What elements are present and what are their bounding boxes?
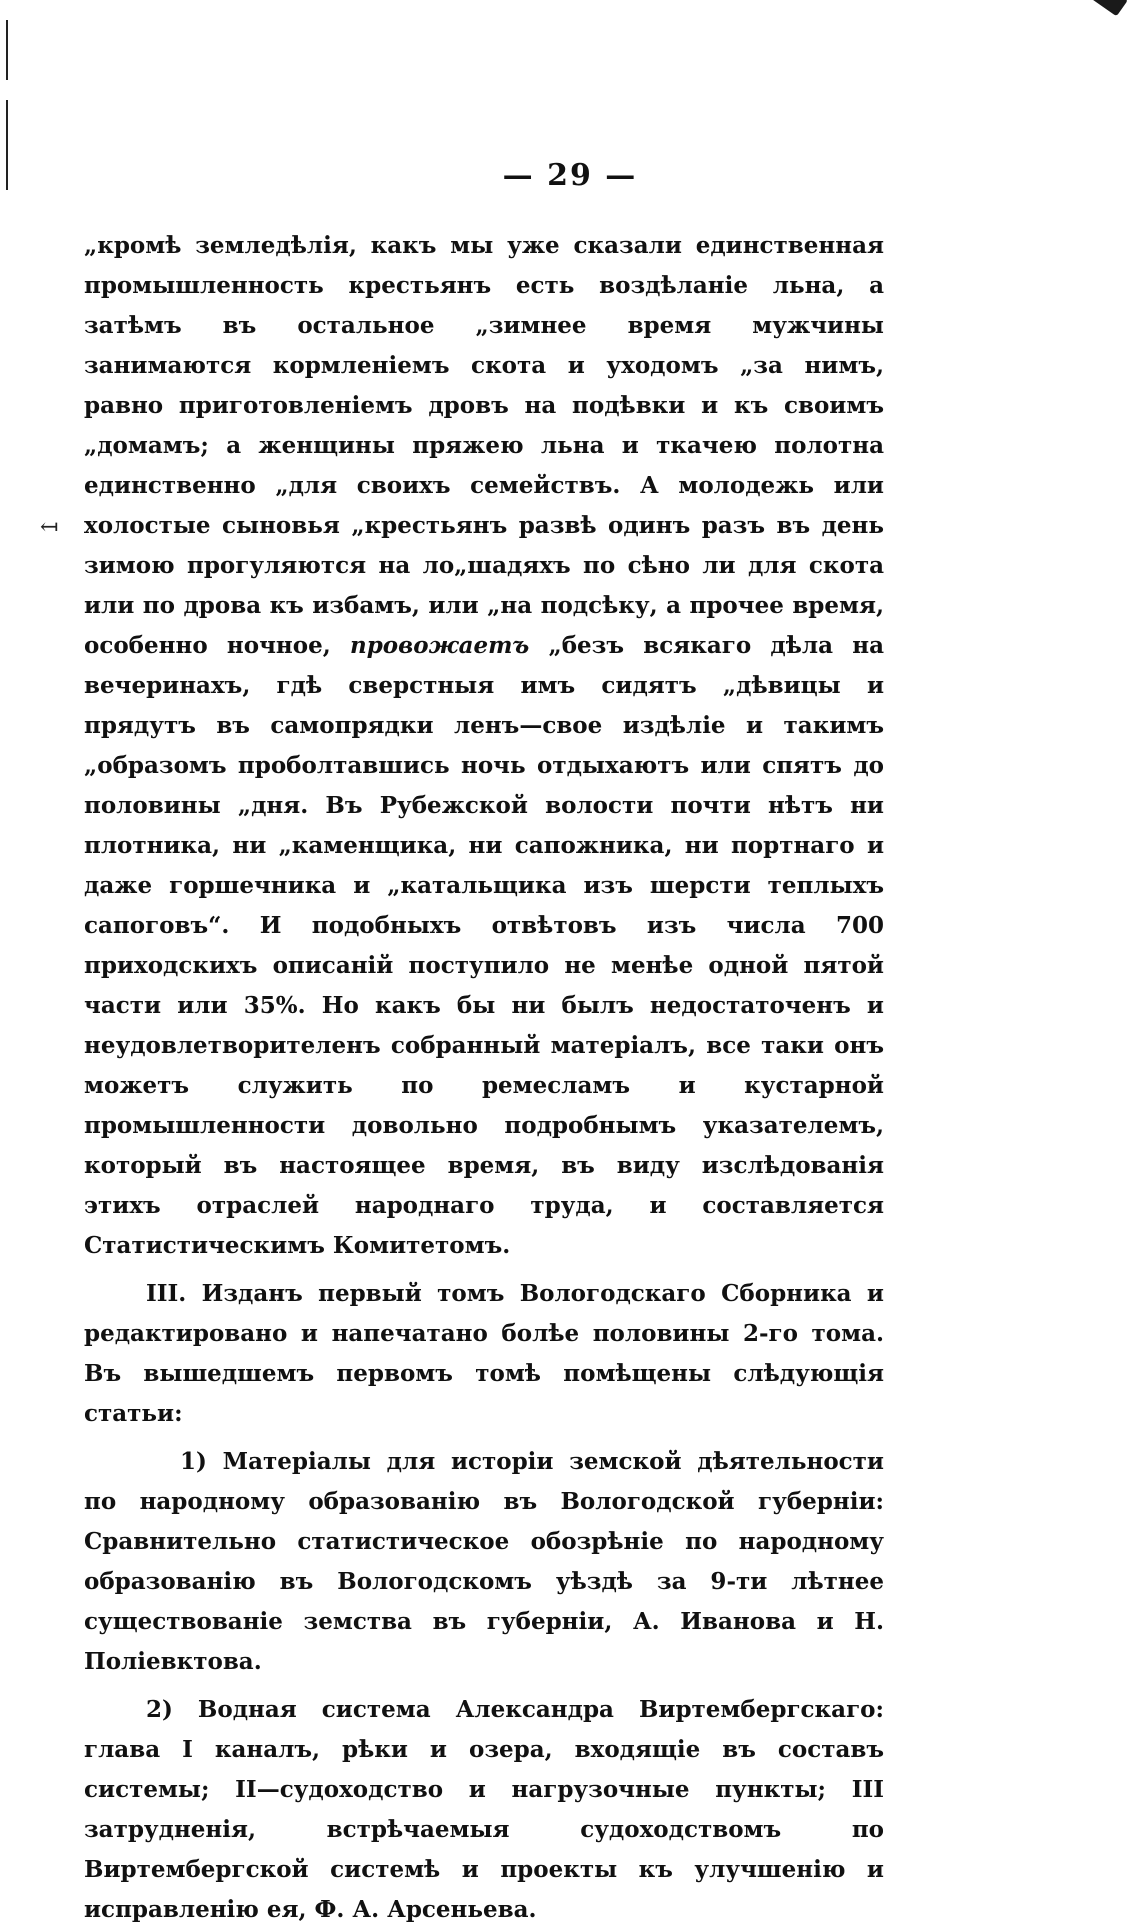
- corner-stain-mark: [1089, 0, 1128, 16]
- paragraph-quote-part1: „кромѣ земледѣлія, какъ мы уже сказали единственная промышленность крестьянъ есть воздѣланіе льна, а затѣмъ въ остальное „зимнее время мужчины занимаются кормленіемъ скота и уходомъ „за нимъ, равно приготовленіемъ дровъ на подѣвки и къ своимъ „домамъ; а женщины пряжею льна и ткачею полотна единственно „для своихъ семействъ. А молодежь или холостые сыновья „крестьянъ развѣ одинъ разъ въ день зимою прогуляются на ло„шадяхъ по сѣно ли для скота или по дрова къ избамъ, или „на подсѣку, а прочее время, особенно ночное,: [84, 232, 884, 659]
- paragraph-quote: [84, 226, 884, 1266]
- emphasized-word: провожаетъ: [350, 632, 530, 659]
- paragraph-section-iii: III. Изданъ первый томъ Вологодскаго Сборника и редактировано и напечатано болѣе половины 2-го тома. Въ вышедшемъ первомъ томѣ помѣщены слѣдующія статьи:: [84, 1280, 884, 1427]
- binding-edge-line: [6, 20, 8, 80]
- body-text: [84, 226, 884, 1930]
- paragraph-item-1: 1) Матеріалы для исторіи земской дѣятельности по народному образованію въ Вологодской губерніи: Сравнительно статистическое обозрѣніе по народному образованію въ Вологодскомъ уѣздѣ за 9-ти лѣтнее существованіе земства въ губерніи, А. Иванова и Н. Поліевктова.: [84, 1448, 884, 1675]
- page-number: — 29 —: [502, 158, 638, 193]
- paragraph-quote-part2: „безъ всякаго дѣла на вечеринахъ, гдѣ сверстныя имъ сидятъ „дѣвицы и прядутъ въ самопрядки ленъ—свое издѣліе и такимъ „образомъ проболтавшись ночь отдыхаютъ или спятъ до половины „дня. Въ Рубежской волости почти нѣтъ ни плотника, ни „каменщика, ни сапожника, ни портнаго и даже горшечника и „катальщика изъ шерсти теплыхъ сапоговъ“. И подобныхъ отвѣтовъ изъ числа 700 приходскихъ описаній поступило не менѣе одной пятой части или 35%. Но какъ бы ни былъ недостаточенъ и неудовлетворителенъ собранный матеріалъ, все таки онъ можетъ служить по ремесламъ и кустарной промышленности довольно подробнымъ указателемъ, который въ настоящее время, въ виду изслѣдованія этихъ отраслей народнаго труда, и составляется Статистическимъ Комитетомъ.: [84, 632, 884, 1259]
- paragraph-item-2: 2) Водная система Александра Виртембергскаго: глава I каналъ, рѣки и озера, входящіе въ составъ системы; II—судоходство и нагрузочные пункты; III затрудненія, встрѣчаемыя судоходствомъ по Виртембергской системѣ и проекты къ улучшенію и исправленію ея, Ф. А. Арсеньева.: [84, 1696, 884, 1923]
- margin-arrow-icon: ↤: [40, 515, 59, 540]
